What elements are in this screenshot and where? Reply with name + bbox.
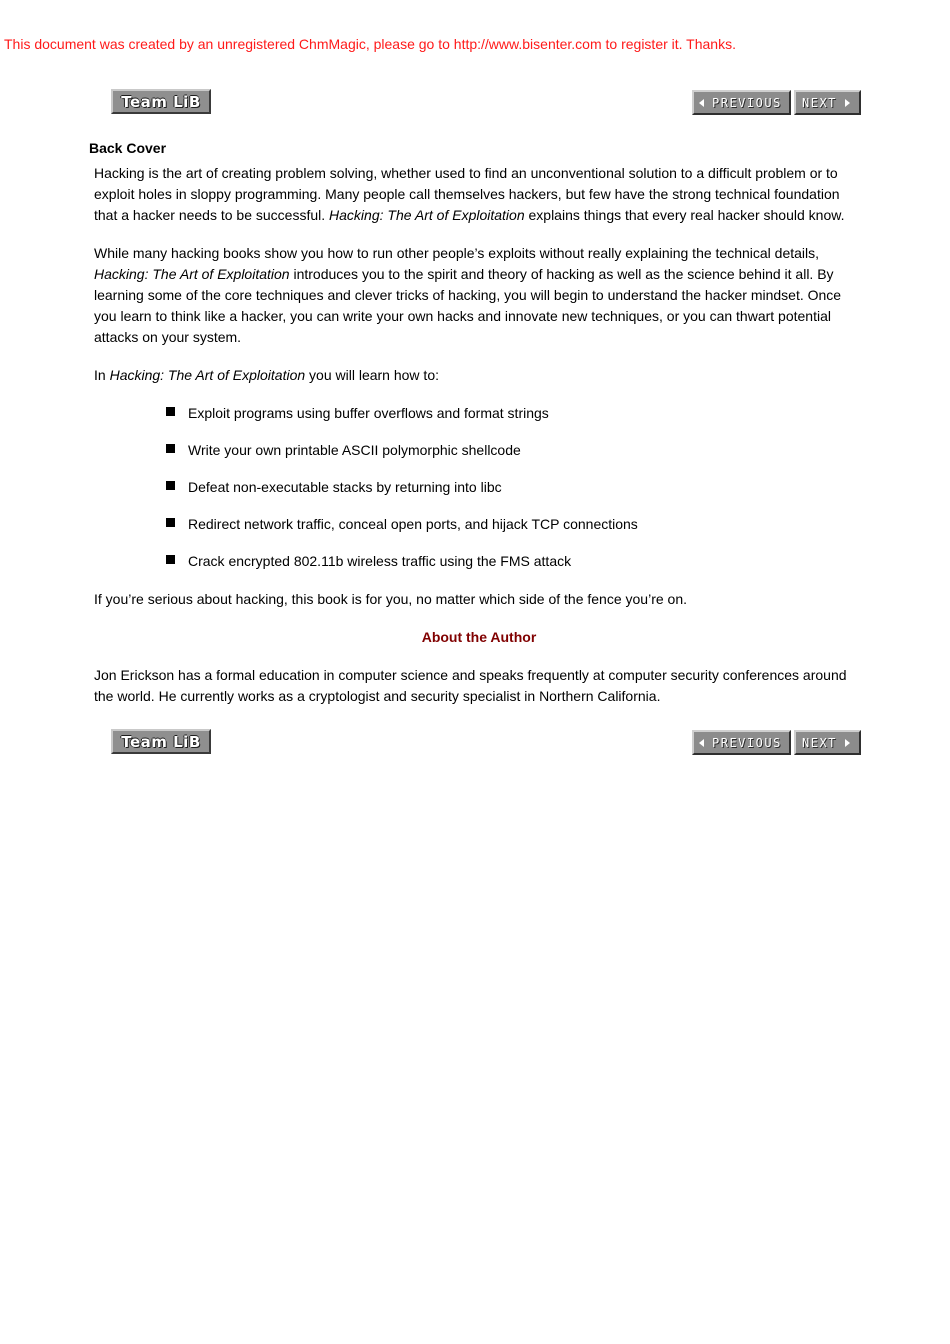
- list-item-text: Redirect network traffic, conceal open ports, and hijack TCP connections: [188, 516, 638, 532]
- arrow-left-icon: [699, 99, 704, 107]
- list-item: [166, 514, 864, 535]
- back-cover-content: [89, 138, 864, 724]
- next-label: NEXT: [802, 735, 837, 750]
- paragraph-overview-end: introduces you to the spirit and theory of hacking as well as the science behind it all. By learning some of the core techniques and clever tricks of hacking, you will begin to understand the hacker mindset. Once you learn to think like a hacker, you can write your own hacks and innovate new techniques, or you can thwart potential attacks on your system.: [94, 266, 842, 345]
- arrow-left-icon: [699, 739, 704, 747]
- book-title: Hacking: The Art of Exploitation: [94, 266, 290, 282]
- list-item: [166, 551, 864, 572]
- arrow-right-icon: [845, 99, 850, 107]
- paragraph-intro-end: explains things that every real hacker should know.: [528, 207, 845, 223]
- previous-button[interactable]: [692, 730, 791, 755]
- book-title: Hacking: The Art of Exploitation: [329, 207, 525, 223]
- paragraph-learn: [94, 365, 864, 386]
- team-lib-label: Team LiB: [121, 92, 201, 111]
- arrow-right-icon: [845, 739, 850, 747]
- previous-button[interactable]: [692, 90, 791, 115]
- square-bullet-icon: [166, 481, 175, 490]
- next-label: NEXT: [802, 95, 837, 110]
- next-button[interactable]: [794, 90, 861, 115]
- paragraph-intro-text: Hacking is the art of creating problem solving, whether used to find an unconventional solution to a difficult problem or to exploit holes in sloppy programming. Many people call themselves hackers, but few have the strong technical foundation that a hacker needs to be successful.: [94, 165, 840, 223]
- about-author-text: Jon Erickson has a formal education in computer science and speaks frequently at computer security conferences around the world. He currently works as a cryptologist and security specialist in Northern California.: [94, 667, 847, 704]
- previous-label: PREVIOUS: [712, 95, 782, 110]
- paragraph-learn-text: In: [94, 367, 106, 383]
- square-bullet-icon: [166, 444, 175, 453]
- paragraph-audience: If you’re serious about hacking, this book is for you, no matter which side of the fence you’re on.: [94, 591, 687, 607]
- paragraph-overview: [94, 243, 864, 348]
- team-lib-label: Team LiB: [121, 732, 201, 751]
- paragraph-intro: [94, 163, 864, 226]
- book-title: Hacking: The Art of Exploitation: [109, 367, 306, 383]
- list-item: [166, 403, 864, 424]
- team-lib-logo-button[interactable]: [111, 89, 211, 114]
- bottom-nav-bar: [111, 729, 861, 755]
- list-item: [166, 477, 864, 498]
- unregistered-notice: This document was created by an unregistered ChmMagic, please go to http://www.bisenter.com to register it. Thanks.: [4, 36, 736, 52]
- back-cover-heading: Back Cover: [89, 140, 167, 156]
- list-item-text: Exploit programs using buffer overflows and format strings: [188, 405, 549, 421]
- previous-label: PREVIOUS: [712, 735, 782, 750]
- paragraph-overview-text: While many hacking books show you how to run other people’s exploits without really explaining the technical details,: [94, 245, 820, 261]
- list-item-text: Write your own printable ASCII polymorphic shellcode: [188, 442, 521, 458]
- paragraph-learn-end: you will learn how to:: [309, 367, 439, 383]
- list-item: [166, 440, 864, 461]
- list-item-text: Defeat non-executable stacks by returning into libc: [188, 479, 502, 495]
- square-bullet-icon: [166, 407, 175, 416]
- team-lib-logo-button[interactable]: [111, 729, 211, 754]
- next-button[interactable]: [794, 730, 861, 755]
- about-author-heading: About the Author: [421, 629, 537, 645]
- list-item-text: Crack encrypted 802.11b wireless traffic using the FMS attack: [188, 553, 572, 569]
- square-bullet-icon: [166, 518, 175, 527]
- top-nav-bar: [111, 89, 861, 115]
- square-bullet-icon: [166, 555, 175, 564]
- skills-list: [94, 403, 864, 572]
